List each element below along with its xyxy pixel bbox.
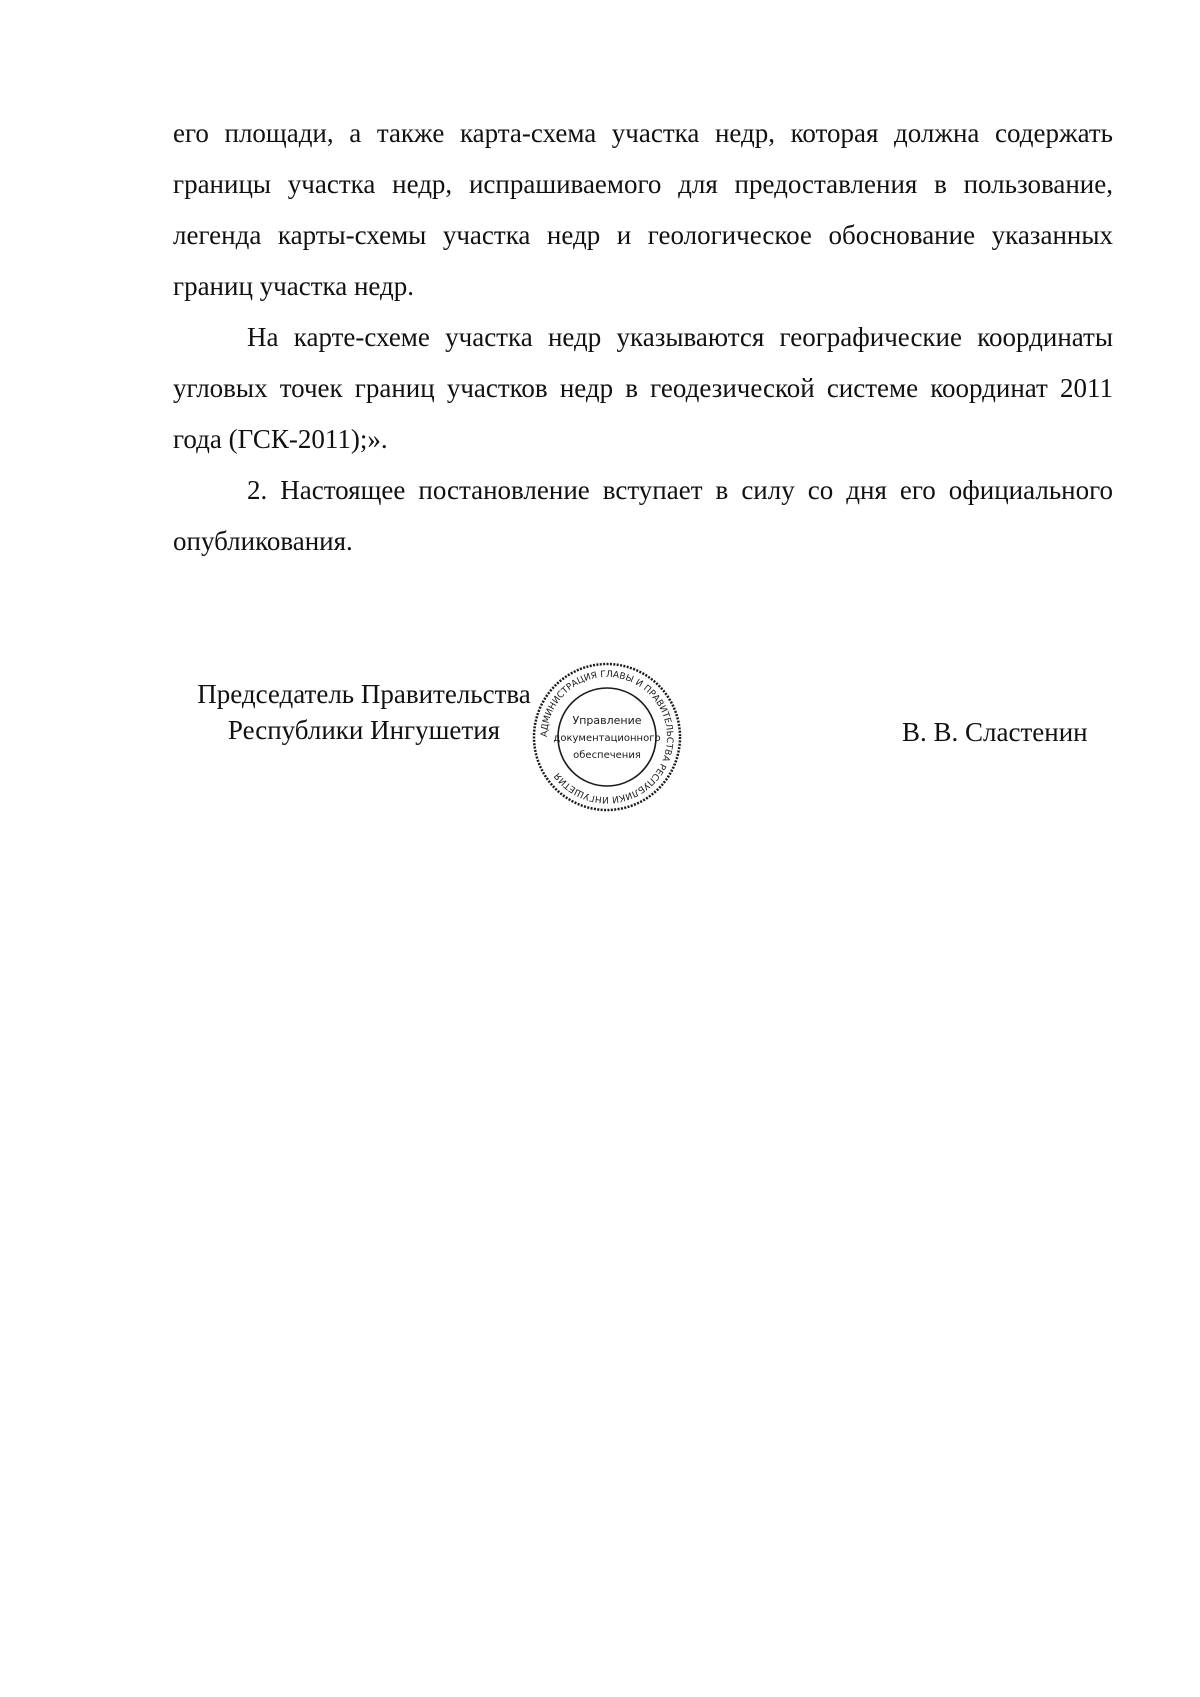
paragraph-3: 2. Настоящее постановление вступает в силу со дня его официального опубликования. [173, 475, 1113, 556]
signatory-title-line-2: Республики Ингушетия [227, 715, 501, 745]
stamp-ring-text: АДМИНИСТРАЦИЯ ГЛАВЫ И ПРАВИТЕЛЬСТВА РЕСПУБЛИКИ ИНГУШЕТИЯ [539, 669, 675, 805]
document-body [173, 108, 1113, 567]
paragraph-2: На карте-схеме участка недр указываются географические координаты угловых точек границ участков недр в геодезической системе координат 2011 года (ГСК-2011);». [173, 322, 1113, 454]
signatory-title-line-1: Председатель Правительства [197, 679, 531, 709]
paragraph-1: его площади, а также карта-схема участка недр, которая должна содержать границы участка недр, испрашиваемого для предоставления в пользование, легенда карты-схемы участка недр и геологическое обоснование указанных границ участка недр. [173, 118, 1113, 301]
stamp-center-line-1: Управление [572, 714, 642, 727]
official-stamp [532, 662, 682, 812]
signatory-name: В. В. Сластенин [902, 717, 1088, 747]
stamp-center-line-3: обеспечения [573, 750, 641, 761]
signatory-title [184, 676, 544, 748]
stamp-center-line-2: документационного [553, 733, 661, 744]
